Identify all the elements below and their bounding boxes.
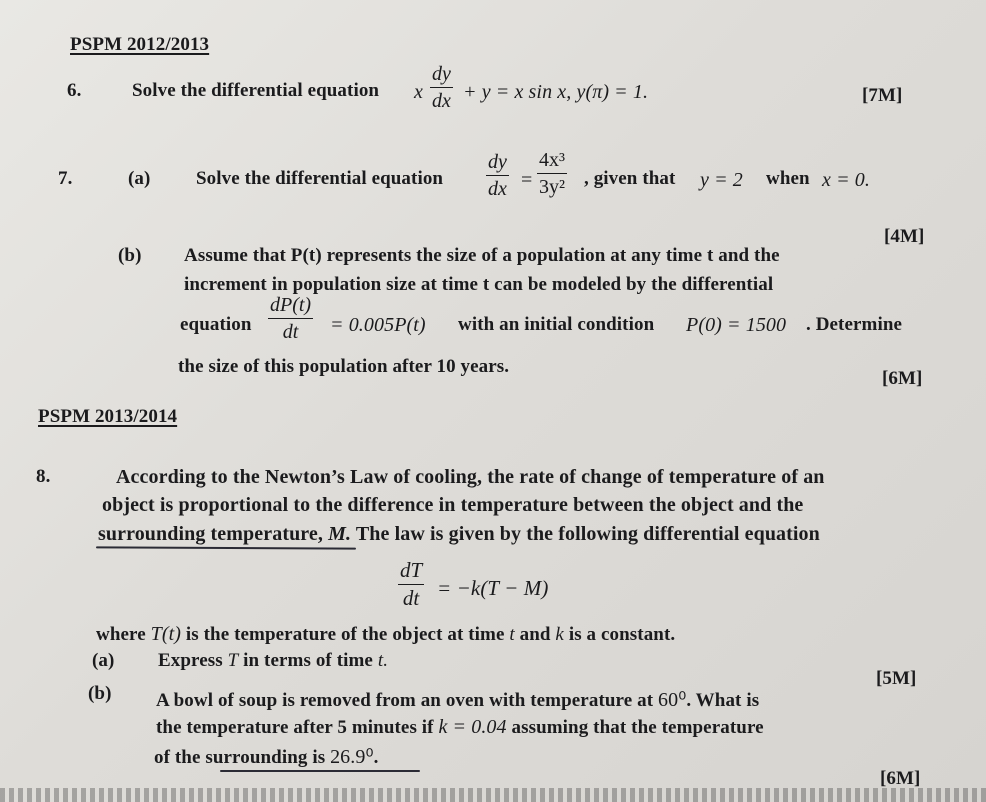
q8-line3-b: The law is given by the following differential equation [351,523,820,545]
q7b-rhs: = 0.005P(t) [330,314,426,336]
q7b-initial-condition: P(0) = 1500 [686,314,787,336]
q8b-line3 [154,744,378,769]
q8b-line3-a: of the surrounding is [154,747,326,768]
q7b-line1: Assume that P(t) represents the size of a population at any time t and the [184,245,780,266]
q7a-fraction [537,150,567,197]
q8-line2: object is proportional to the difference in temperature between the object and the [102,494,804,516]
q8b-line3-b: . [373,747,379,768]
q8a-T: T [227,650,239,671]
q8-number: 8. [36,466,51,487]
pen-underline [220,770,420,772]
q8-where-c: is a constant. [568,624,676,645]
q8-where-t: t [509,624,515,645]
q7-number: 7. [58,168,73,189]
section-header-2012: PSPM 2012/2013 [70,34,210,55]
q8b-line1-b: . What is [686,690,760,711]
q8a-t: t. [377,650,389,671]
q8b-line2 [156,716,764,739]
q7b-marks: [6M] [882,368,923,389]
q6-derivative [430,64,453,111]
q6-prefix: Solve the differential equation [132,80,380,101]
q8a-express: Express [158,650,223,671]
q7a-denominator: 3y² [539,176,565,198]
q8b-surrounding-temp: 26.9⁰ [330,746,374,768]
q8b-label: (b) [88,683,112,704]
q8-line1: According to the Newton’s Law of cooling, the rate of change of temperature of an [116,466,825,488]
q8b-k-value: k = 0.04 [438,716,507,738]
q7b-label: (b) [118,245,142,266]
q8-dT: dT [400,558,423,582]
q6-dy: dy [432,63,451,85]
q8-eq-rhs: = −k(T − M) [437,576,549,600]
q8a-label: (a) [92,650,115,671]
q7a-cond-x: x = 0. [822,169,870,191]
q7a-derivative [486,152,509,199]
q6-rhs: + y = x sin x, y(π) = 1. [463,81,649,103]
q7b-line4: the size of this population after 10 years. [178,356,510,377]
q7a-prefix: Solve the differential equation [196,168,444,189]
q7b-mid: with an initial condition [458,314,655,335]
q8b-oven-temp: 60⁰ [658,689,687,711]
q7a-label: (a) [128,168,151,189]
q7b-equation-word: equation [180,314,252,335]
q7a-numerator: 4x³ [539,149,565,171]
q8-dt: dt [402,586,420,610]
q6-marks: [7M] [862,85,903,106]
section-header-2013: PSPM 2013/2014 [38,406,178,427]
pen-underline [96,546,356,549]
q8-derivative [398,560,424,609]
q7b-line2: increment in population size at time t can be modeled by the differential [184,274,774,295]
q8-where-line [96,623,675,646]
q8a-in-terms: in terms of time [243,650,373,671]
q8a-text [158,650,388,672]
q7a-cond-y: y = 2 [700,169,743,191]
q7a-dx: dx [488,178,507,200]
q8b-line1 [156,687,759,712]
q8-where: where [96,624,146,645]
q8-where-b: is the temperature of the object at time [185,624,505,645]
q8a-marks: [5M] [876,668,917,689]
q8b-line1-a: A bowl of soup is removed from an oven with temperature at [156,690,654,711]
q6-number: 6. [67,80,82,101]
q7b-derivative [268,295,313,342]
q7a-marks: [4M] [884,226,925,247]
q8b-marks: [6M] [880,768,921,789]
q8-where-k: k [555,624,564,645]
q8-where-and: and [519,624,551,645]
q8-line3 [98,523,820,546]
q7a-when: when [766,168,810,189]
q8b-line2-a: the temperature after 5 minutes if [156,717,434,738]
q7b-numerator: dP(t) [270,294,312,316]
page-edge-shadow [0,788,986,802]
q8-line3-m: M. [328,523,352,545]
q6-dx: dx [432,90,451,112]
q6-x-coeff: x [414,81,423,103]
q7b-denominator: dt [282,321,299,343]
q8b-line2-b: assuming that the temperature [511,717,764,738]
q7a-equals: = [521,169,533,191]
q7a-given: , given that [584,168,676,189]
q7a-dy: dy [488,151,507,173]
q7b-determine: . Determine [806,314,903,335]
q8-line3-a: surrounding temperature, [98,523,329,545]
q8-T-of-t: T(t) [150,623,182,645]
